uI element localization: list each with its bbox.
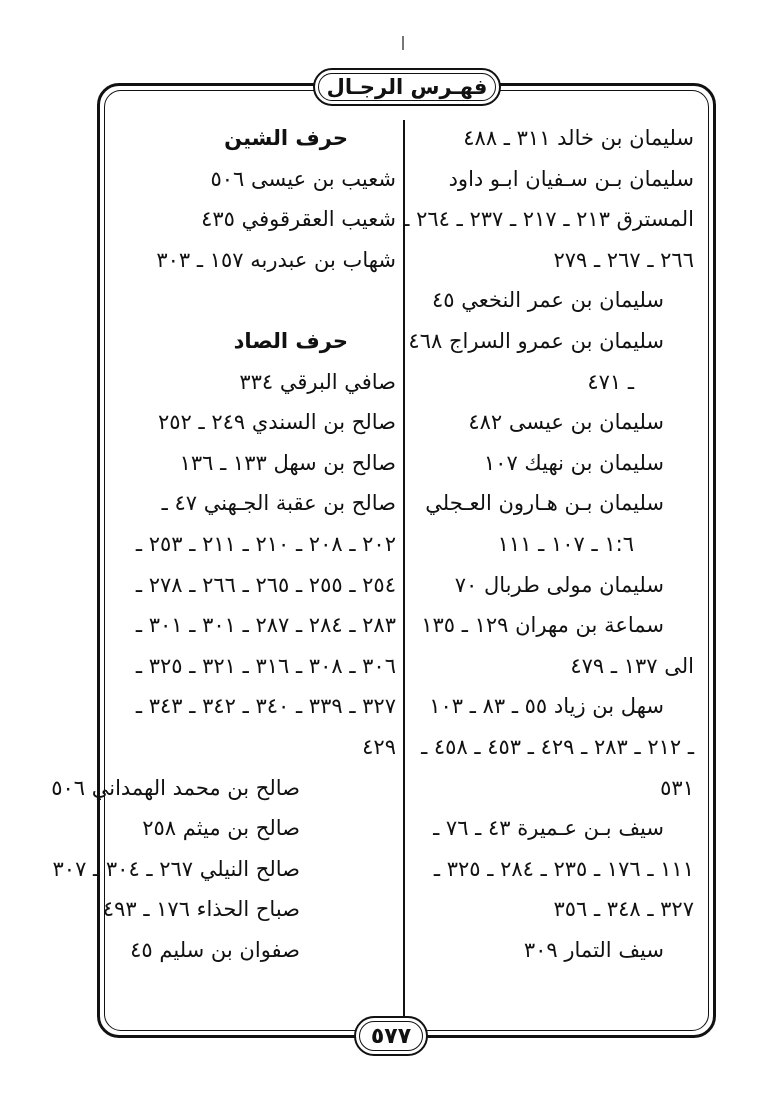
page-title-text: فهـرس الرجـال	[326, 75, 488, 99]
index-entry: سليمان بن عيسى ٤٨٢	[468, 410, 664, 435]
index-entry: صباح الحذاء ١٧٦ ـ ٤٩٣	[102, 897, 300, 922]
index-entry: ٢٦٦ ـ ٢٦٧ ـ ٢٧٩	[553, 247, 694, 272]
index-entry: صفوان بن سليم ٤٥	[130, 937, 300, 962]
index-entry: صالح بن ميثم ٢٥٨	[142, 816, 300, 841]
index-entry: ـ ٢١٢ ـ ٢٨٣ ـ ٤٢٩ ـ ٤٥٣ ـ ٤٥٨ ـ	[421, 734, 694, 759]
index-entry: سليمان بن نهيك ١٠٧	[483, 450, 664, 475]
index-entry: ١:٦ ـ ١٠٧ ـ ١١١	[497, 531, 634, 556]
index-entry: ١١١ ـ ١٧٦ ـ ٢٣٥ ـ ٢٨٤ ـ ٣٢٥ ـ	[433, 856, 694, 881]
index-entry: سهل بن زياد ٥٥ ـ ٨٣ ـ ١٠٣	[429, 694, 664, 719]
index-entry: شعيب العقرقوفي ٤٣٥	[201, 207, 396, 232]
index-entry: صالح النيلي ٢٦٧ ـ ٣٠٤ ـ ٣٠٧	[52, 856, 300, 881]
index-entry: الى ١٣٧ ـ ٤٧٩	[570, 653, 694, 678]
index-entry: صالح بن عقبة الجـهني ٤٧ ـ	[161, 491, 396, 516]
index-column-left	[51, 118, 396, 970]
index-entry: ٣٢٧ ـ ٣٤٨ ـ ٣٥٦	[553, 897, 694, 922]
index-entry: صالح بن السندي ٢٤٩ ـ ٢٥٢	[157, 410, 396, 435]
index-entry: ٢٠٢ ـ ٢٠٨ ـ ٢١٠ ـ ٢١١ ـ ٢٥٣ ـ	[135, 531, 396, 556]
index-entry: ٣٢٧ ـ ٣٣٩ ـ ٣٤٠ ـ ٣٤٢ ـ ٣٤٣ ـ	[135, 694, 396, 719]
index-entry: ٢٥٤ ـ ٢٥٥ ـ ٢٦٥ ـ ٢٦٦ ـ ٢٧٨ ـ	[135, 572, 396, 597]
column-divider	[403, 120, 405, 1020]
index-entry: صالح بن محمد الهمداني ٥٠٦	[51, 775, 300, 800]
index-entry: ـ ٤٧١	[587, 369, 634, 394]
index-entry: سيف بـن عـميرة ٤٣ ـ ٧٦ ـ	[433, 816, 664, 841]
index-entry: سماعة بن مهران ١٢٩ ـ ١٣٥	[421, 613, 664, 638]
index-entry: سليمان مولى طربال ٧٠	[454, 572, 664, 597]
index-entry: ٣٠٦ ـ ٣٠٨ ـ ٣١٦ ـ ٣٢١ ـ ٣٢٥ ـ	[135, 653, 396, 678]
index-entry: ٢٨٣ ـ ٢٨٤ ـ ٢٨٧ ـ ٣٠١ ـ ٣٠١ ـ	[135, 613, 396, 638]
index-entry: سليمان بن عمرو السراج ٤٦٨	[408, 328, 664, 353]
section-heading: حرف الصاد	[233, 328, 348, 353]
index-entry: سليمان بـن هـارون العـجلي	[425, 491, 664, 516]
index-entry: صالح بن سهل ١٣٣ ـ ١٣٦	[179, 450, 396, 475]
index-column-right	[403, 118, 694, 970]
index-entry: سليمان بـن سـفيان ابـو داود	[448, 166, 694, 191]
page-title	[313, 68, 501, 106]
page-number: ٥٧٧	[370, 1023, 412, 1049]
index-entry: المسترق ٢١٣ ـ ٢١٧ ـ ٢٣٧ ـ ٢٦٤ ـ	[403, 207, 694, 232]
index-entry: شعيب بن عيسى ٥٠٦	[210, 166, 396, 191]
index-entry: سليمان بن خالد ٣١١ ـ ٤٨٨	[463, 126, 694, 150]
top-tick-mark	[402, 36, 404, 50]
index-entry: ٤٢٩	[362, 734, 396, 759]
index-entry: سيف التمار ٣٠٩	[523, 937, 664, 962]
page-number-badge	[354, 1016, 428, 1056]
index-entry: صافي البرقي ٣٣٤	[239, 369, 396, 394]
section-gap	[108, 280, 396, 321]
section-heading: حرف الشين	[224, 126, 348, 150]
index-entry: شهاب بن عبدربه ١٥٧ ـ ٣٠٣	[156, 247, 396, 272]
index-entry: ٥٣١	[660, 775, 694, 800]
index-entry: سليمان بن عمر النخعي ٤٥	[432, 288, 664, 313]
